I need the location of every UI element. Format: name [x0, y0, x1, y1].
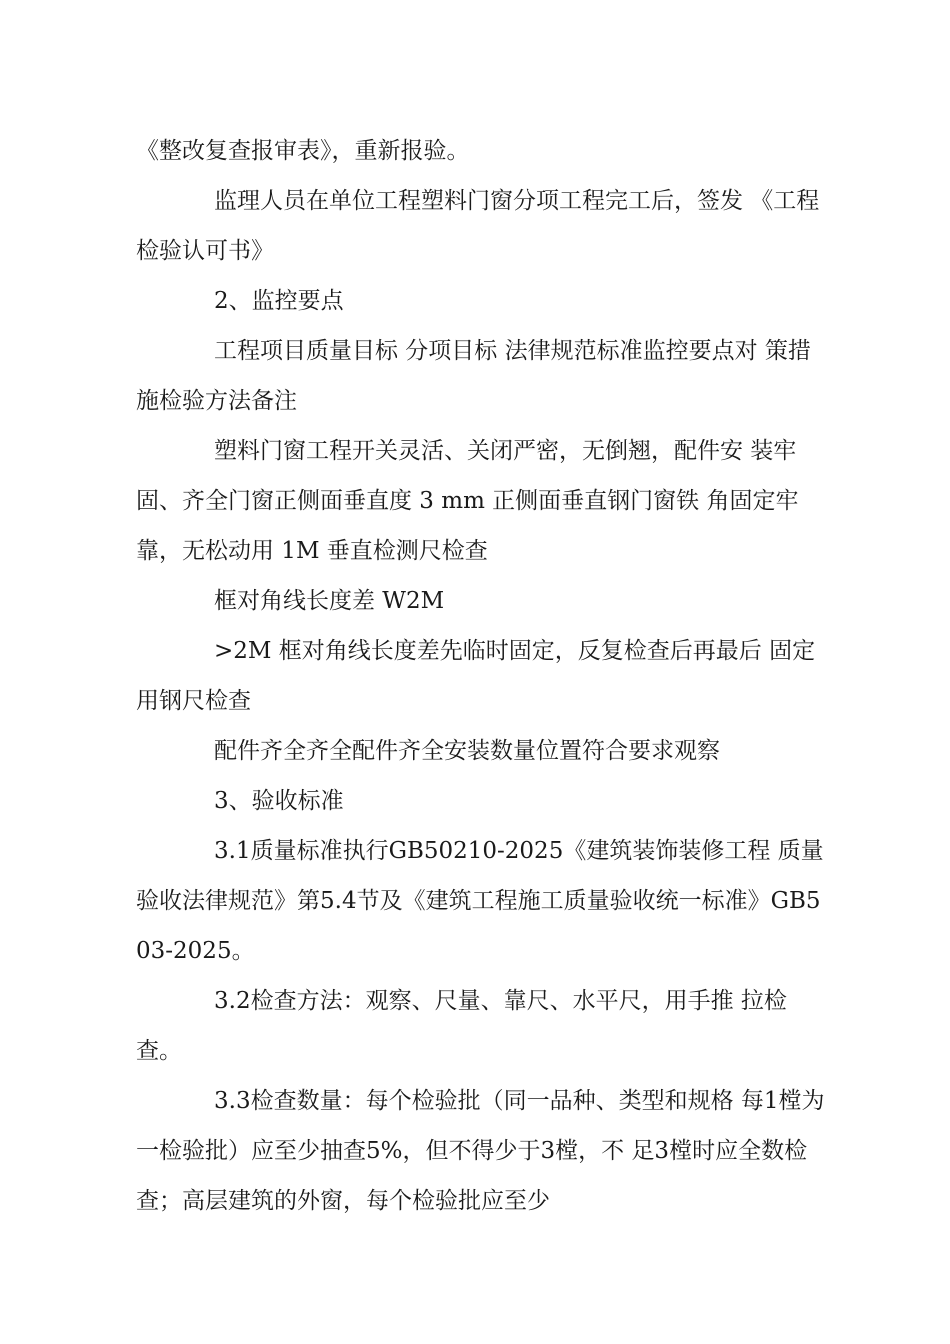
paragraph-8: 配件齐全齐全配件齐全安装数量位置符合要求观察	[214, 738, 720, 764]
paragraph-2: 监理人员在单位工程塑料门窗分项工程完工后，签发 《工程检验认可书》	[136, 188, 820, 264]
paragraph-4: 工程项目质量目标 分项目标 法律规范标准监控要点对 策措施检验方法备注	[136, 338, 811, 414]
paragraph-5: 塑料门窗工程开关灵活、关闭严密，无倒翘，配件安 装牢固、齐全门窗正侧面垂直度 3 mm 正侧面垂直钢门窗铁 角固定牢靠，无松动用 1M 垂直检测尺检查	[136, 438, 799, 564]
paragraph-7: >2M 框对角线长度差先临时固定，反复检查后再最后 固定用钢尺检查	[136, 638, 816, 714]
paragraph-3-2: 3.2检查方法：观察、尺量、靠尺、水平尺，用手推 拉检查。	[136, 988, 787, 1064]
section-heading-monitoring-points: 2、监控要点	[214, 288, 344, 314]
paragraph-1: 《整改复查报审表》，重新报验。	[136, 138, 470, 164]
paragraph-3-1: 3.1质量标准执行GB50210-2025《建筑装饰装修工程 质量验收法律规范》第5.4节及《建筑工程施工质量验收统一标准》GB503-2025。	[136, 838, 824, 964]
paragraph-3-3: 3.3检查数量：每个检验批（同一品种、类型和规格 每1樘为一检验批）应至少抽查5%，但不得少于3樘，不 足3樘时应全数检查；高层建筑的外窗，每个检验批应至少	[136, 1088, 825, 1214]
paragraph-6: 框对角线长度差 W2M	[214, 588, 445, 614]
document-body	[136, 126, 826, 1226]
section-heading-acceptance-standards: 3、验收标准	[214, 788, 344, 814]
